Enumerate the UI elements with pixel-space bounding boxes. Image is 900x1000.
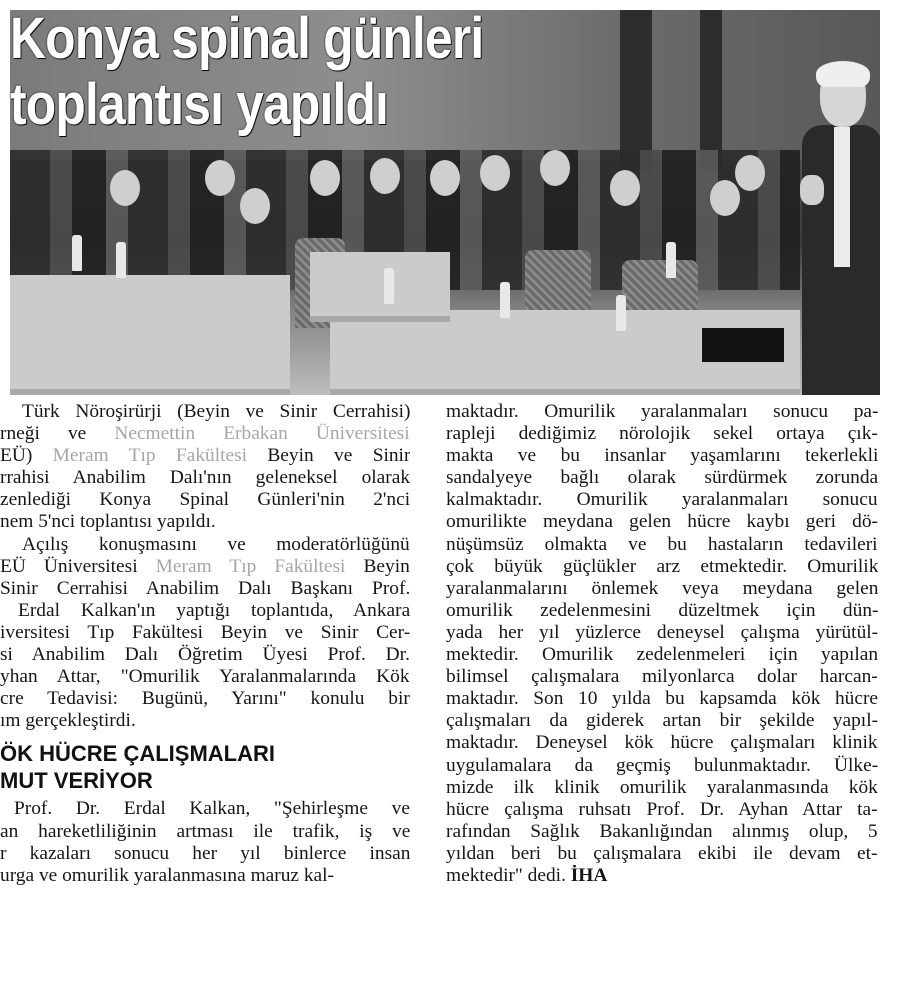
text-line: yıldan beri bu çalışmalara ekibi ile devam et- — [446, 842, 878, 864]
text-line: nem 5'nci toplantısı yapıldı. — [0, 511, 216, 533]
text-line: Türk Nöroşirürji (Beyin ve Sinir Cerrahisi) — [22, 401, 410, 422]
text-line: rafından Sağlık Bakanlığından alınmış olup, 5 — [446, 820, 878, 842]
text-line: Sinir Cerrahisi Anabilim Dalı Başkanı Prof. — [0, 577, 410, 599]
photo-person — [735, 155, 765, 191]
text-line: mizde ilk klinik omurilik yaralanmasında kök — [446, 776, 878, 798]
text-line: cre Tedavisi: Bugünü, Yarını" konulu bir — [0, 688, 410, 710]
photo-bottle — [72, 235, 82, 271]
subheading-line-2: MUT VERİYOR — [0, 768, 153, 794]
text-line: si Anabilim Dalı Öğretim Üyesi Prof. Dr. — [0, 644, 410, 666]
text-span: EÜ Üniversitesi — [0, 555, 156, 577]
text-line — [446, 865, 878, 887]
text-span: mektedir" dedi. — [446, 864, 571, 886]
headline-line-1: Konya spinal günleri — [10, 6, 484, 71]
text-line: sandalyeye bağlı olarak sürdürmek zorunda — [446, 467, 878, 489]
text-line: bilimsel çalışmalara milyonlarca dolar harcan- — [446, 666, 878, 688]
text-line: kalmaktadır. Omurilik yaralanmaları sonucu — [446, 489, 878, 511]
text-line: yhan Attar, "Omurilik Yaralanmalarında Kök — [0, 666, 410, 688]
text-span: Beyin ve Sinir — [247, 445, 410, 467]
text-line — [0, 445, 410, 467]
text-line — [0, 556, 410, 578]
photo-pillar — [620, 10, 652, 170]
photo-person — [370, 158, 400, 194]
faded-text: Meram Tıp Fakültesi — [155, 555, 346, 577]
text-line: çalışmaları da giderek artan bir şekilde yapıl- — [446, 710, 878, 732]
text-line: omurilikte meydana gelen hücre kaybı geri dö- — [446, 511, 878, 533]
text-line: r kazaları sonucu her yıl binlerce insan — [0, 842, 410, 864]
faded-text: Necmettin Erbakan Üniversitesi — [114, 423, 410, 445]
text-span: rneği ve — [0, 423, 115, 445]
text-line: uygulamalara da geçmiş bulunmaktadır. Ülke- — [446, 754, 878, 776]
subheading-line-1: ÖK HÜCRE ÇALIŞMALARI — [0, 741, 275, 767]
photo-bottle — [384, 268, 394, 304]
agency-credit: İHA — [570, 864, 608, 886]
photo-bottle — [116, 242, 126, 278]
photo-bottle — [666, 242, 676, 278]
text-line: maktadır. Omurilik yaralanmaları sonucu pa- — [446, 401, 878, 422]
photo-person — [480, 155, 510, 191]
photo-person — [710, 180, 740, 216]
text-span: EÜ) — [0, 445, 53, 467]
headline-line-2: toplantısı yapıldı — [10, 72, 389, 137]
text-line: Prof. Dr. Erdal Kalkan, "Şehirleşme ve — [14, 798, 410, 820]
text-line: rrahisi Anabilim Dalı'nın geleneksel olarak — [0, 467, 410, 489]
text-line: yaralanmalarını önlemek veya meydana gelen — [446, 577, 878, 599]
photo-bottle — [500, 282, 510, 318]
text-line: Açılış konuşmasını ve moderatörlüğünü — [22, 533, 410, 555]
paragraph-3 — [0, 798, 410, 886]
photo-table — [310, 252, 450, 322]
photo-bottle — [616, 295, 626, 331]
text-line: an hareketliliğinin artması ile trafik, iş ve — [0, 820, 410, 842]
text-line: makta ve bu insanlar yaşamlarını tekerlekli — [446, 445, 878, 467]
photo-person — [205, 160, 235, 196]
paragraph-4 — [446, 401, 878, 887]
right-column — [446, 401, 878, 887]
text-line: rapleji dediğimiz nörolojik sekel ortaya çık- — [446, 423, 878, 445]
photo-box — [702, 328, 784, 362]
photo-person — [610, 170, 640, 206]
text-line: ım gerçekleştirdi. — [0, 710, 136, 732]
text-line: urga ve omurilik yaralanmasına maruz kal- — [0, 864, 335, 886]
text-line: maktadır. Deneysel kök hücre çalışmaları klinik — [446, 732, 878, 754]
left-column — [0, 401, 410, 887]
faded-text: Meram Tıp Fakültesi — [52, 445, 248, 467]
text-span: Beyin — [345, 555, 410, 577]
text-line: iversitesi Tıp Fakültesi Beyin ve Sinir Cer- — [0, 621, 410, 643]
photo-person — [540, 150, 570, 186]
photo-person — [110, 170, 140, 206]
text-line: Erdal Kalkan'ın yaptığı toplantıda, Ankara — [18, 599, 410, 621]
photo-person — [240, 188, 270, 224]
text-line — [0, 423, 410, 445]
photo-person — [310, 160, 340, 196]
text-line: zenlediği Konya Spinal Günleri'nin 2'nci — [0, 489, 410, 511]
text-line: nüşümsüz olmakta ve bu hastaların tedavileri — [446, 533, 878, 555]
text-line: maktadır. Son 10 yılda bu kapsamda kök hücre — [446, 688, 878, 710]
paragraph-2 — [0, 534, 410, 733]
text-line: omurilik zedelenmesini düzeltmek için dün- — [446, 599, 878, 621]
photo-table — [10, 275, 290, 395]
text-line: mektedir. Omurilik zedelenmeleri için yapılan — [446, 644, 878, 666]
photo-person — [430, 160, 460, 196]
paragraph-1 — [0, 401, 410, 534]
text-line: yada her yıl yüzlerce deneysel çalışma yürütül- — [446, 621, 878, 643]
photo-speaker — [790, 65, 880, 395]
headline — [10, 6, 483, 138]
photo-pillar — [700, 10, 722, 170]
text-line: çok büyük güçlükler arz etmektedir. Omurilik — [446, 555, 878, 577]
text-line: hücre çalışma ruhsatı Prof. Dr. Ayhan Attar ta- — [446, 798, 878, 820]
